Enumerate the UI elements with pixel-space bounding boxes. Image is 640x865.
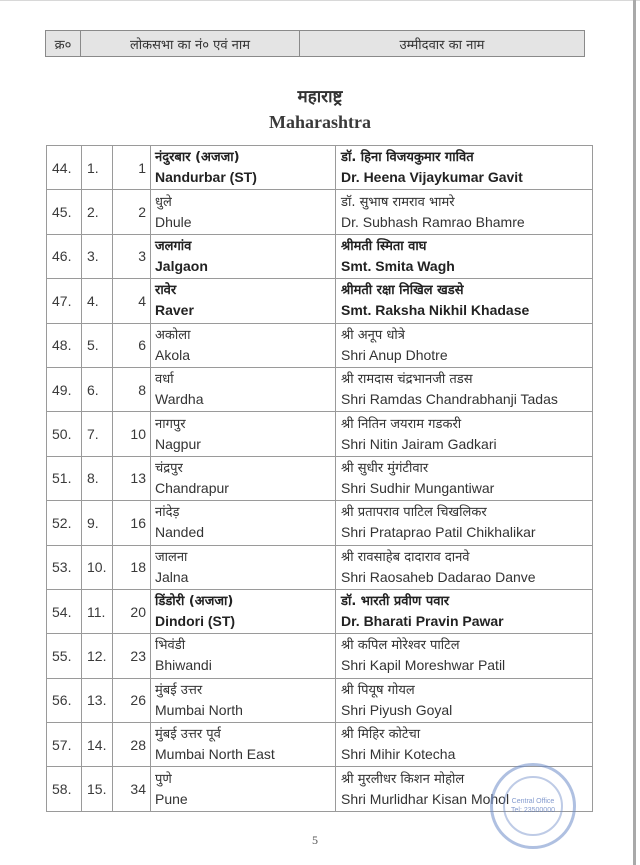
candidate-name-hindi: श्री नितिन जयराम गडकरी (341, 416, 462, 432)
office-stamp-center (503, 776, 563, 836)
candidate-name-hindi: श्री रामदास चंद्रभानजी तडस (341, 372, 473, 388)
candidate-cell (336, 501, 593, 545)
candidate-name-english: Shri Ramdas Chandrabhanji Tadas (341, 391, 558, 408)
serial-number: 56. (47, 678, 82, 722)
page-number: 5 (312, 833, 318, 847)
state-serial-number: 4. (82, 279, 113, 323)
serial-number: 49. (47, 367, 82, 411)
candidate-name-hindi: श्री प्रतापराव पाटिल चिखलिकर (341, 505, 487, 521)
constituency-number: 8 (113, 367, 151, 411)
candidate-name-english: Smt. Raksha Nikhil Khadase (341, 302, 530, 319)
state-serial-number: 11. (82, 589, 113, 633)
candidate-name-english: Smt. Smita Wagh (341, 257, 455, 274)
candidate-name-hindi: श्री पियूष गोयल (341, 682, 415, 698)
constituency-name-hindi: अकोला (155, 327, 191, 343)
serial-number: 44. (47, 146, 82, 190)
state-serial-number: 14. (82, 723, 113, 767)
state-serial-number: 7. (82, 412, 113, 456)
constituency-name-hindi: पुणे (155, 771, 172, 787)
stamp-line-2: Tel: 23500000 (511, 807, 555, 814)
candidate-cell (336, 545, 593, 589)
constituency-cell (151, 234, 336, 278)
candidate-name-hindi: डॉ. हिना विजयकुमार गावित (341, 150, 474, 166)
constituency-name-hindi: रावेर (155, 283, 177, 299)
candidate-name-hindi: श्री रावसाहेब दादाराव दानवे (341, 549, 470, 565)
candidate-cell (336, 589, 593, 633)
constituency-cell (151, 412, 336, 456)
table-row (47, 279, 593, 323)
constituency-name-hindi: डिंडोरी (अजजा) (155, 594, 234, 610)
serial-number: 46. (47, 234, 82, 278)
table-row (47, 589, 593, 633)
candidate-name-english: Dr. Subhash Ramrao Bhamre (341, 213, 525, 230)
state-serial-number: 3. (82, 234, 113, 278)
constituency-cell (151, 456, 336, 500)
constituency-cell (151, 589, 336, 633)
header-constituency: लोकसभा का नं० एवं नाम (81, 31, 300, 56)
constituency-name-english: Raver (155, 302, 194, 319)
candidate-name-english: Shri Raosaheb Dadarao Danve (341, 568, 536, 585)
constituency-name-english: Wardha (155, 391, 204, 408)
candidate-name-english: Dr. Heena Vijaykumar Gavit (341, 169, 523, 186)
constituency-number: 1 (113, 146, 151, 190)
table-row (47, 323, 593, 367)
constituency-cell (151, 634, 336, 678)
state-serial-number: 13. (82, 678, 113, 722)
candidate-cell (336, 678, 593, 722)
table-row (47, 456, 593, 500)
constituency-cell (151, 367, 336, 411)
table-row (47, 501, 593, 545)
constituency-name-hindi: नंदुरबार (अजजा) (155, 150, 240, 166)
header-candidate: उम्मीदवार का नाम (399, 37, 485, 53)
constituency-name-english: Jalna (155, 568, 189, 585)
constituency-name-english: Dhule (155, 213, 192, 230)
constituency-number: 28 (113, 723, 151, 767)
candidate-name-hindi: श्री कपिल मोरेश्वर पाटिल (341, 638, 460, 654)
constituency-name-hindi: भिवंडी (155, 638, 186, 654)
constituency-number: 34 (113, 767, 151, 811)
serial-number: 52. (47, 501, 82, 545)
constituency-number: 18 (113, 545, 151, 589)
constituency-cell (151, 501, 336, 545)
state-serial-number: 10. (82, 545, 113, 589)
serial-number: 45. (47, 190, 82, 234)
constituency-cell (151, 723, 336, 767)
constituency-name-english: Mumbai North East (155, 746, 275, 763)
constituency-number: 23 (113, 634, 151, 678)
candidate-table (46, 145, 593, 812)
constituency-name-hindi: धुले (155, 194, 172, 210)
candidate-name-english: Shri Anup Dhotre (341, 346, 448, 363)
constituency-number: 20 (113, 589, 151, 633)
table-row (47, 190, 593, 234)
constituency-cell (151, 545, 336, 589)
serial-number: 48. (47, 323, 82, 367)
constituency-name-hindi: नागपुर (155, 416, 186, 432)
table-row (47, 723, 593, 767)
constituency-name-hindi: चंद्रपुर (155, 460, 183, 476)
stamp-line-1: Central Office (511, 798, 555, 805)
candidate-cell (336, 367, 593, 411)
constituency-cell (151, 190, 336, 234)
candidate-cell (336, 412, 593, 456)
constituency-name-english: Nanded (155, 524, 205, 541)
state-title-english: Maharashtra (269, 112, 371, 132)
candidate-name-english: Shri Murlidhar Kisan Mohol (341, 790, 510, 807)
table-row (47, 545, 593, 589)
constituency-cell (151, 678, 336, 722)
constituency-cell (151, 279, 336, 323)
candidate-name-english: Shri Mihir Kotecha (341, 746, 456, 763)
constituency-name-english: Jalgaon (155, 257, 208, 274)
constituency-cell (151, 323, 336, 367)
constituency-number: 4 (113, 279, 151, 323)
constituency-name-english: Nandurbar (ST) (155, 169, 257, 186)
candidate-cell (336, 279, 593, 323)
state-serial-number: 12. (82, 634, 113, 678)
constituency-name-hindi: मुंबई उत्तर (155, 682, 203, 698)
state-serial-number: 8. (82, 456, 113, 500)
page-top-edge (0, 0, 640, 1)
constituency-name-hindi: नांदेड़ (155, 505, 180, 521)
constituency-number: 16 (113, 501, 151, 545)
candidate-cell (336, 723, 593, 767)
candidate-cell (336, 190, 593, 234)
constituency-name-english: Nagpur (155, 435, 201, 452)
table-row (47, 146, 593, 190)
constituency-cell (151, 767, 336, 811)
constituency-name-english: Akola (155, 346, 191, 363)
serial-number: 47. (47, 279, 82, 323)
candidate-name-hindi: श्री अनूप धोत्रे (341, 327, 405, 343)
constituency-name-english: Chandrapur (155, 479, 229, 496)
header-serial: क्र० (46, 31, 81, 56)
serial-number: 57. (47, 723, 82, 767)
constituency-name-hindi: जलगांव (155, 238, 192, 254)
candidate-name-hindi: डॉ. भारती प्रवीण पवार (341, 594, 450, 610)
candidate-cell (336, 323, 593, 367)
constituency-name-hindi: जालना (155, 549, 188, 565)
candidate-cell (336, 634, 593, 678)
state-title-hindi: महाराष्ट्र (297, 87, 343, 107)
state-serial-number: 1. (82, 146, 113, 190)
column-header-bar (45, 30, 585, 57)
constituency-number: 13 (113, 456, 151, 500)
serial-number: 58. (47, 767, 82, 811)
constituency-number: 26 (113, 678, 151, 722)
serial-number: 53. (47, 545, 82, 589)
candidate-cell (336, 234, 593, 278)
serial-number: 50. (47, 412, 82, 456)
constituency-number: 2 (113, 190, 151, 234)
serial-number: 54. (47, 589, 82, 633)
constituency-name-hindi: वर्धा (155, 372, 174, 388)
candidate-name-english: Shri Sudhir Mungantiwar (341, 479, 495, 496)
serial-number: 51. (47, 456, 82, 500)
constituency-name-hindi: मुंबई उत्तर पूर्व (155, 727, 221, 743)
candidate-name-hindi: श्रीमती रक्षा निखिल खडसे (341, 283, 464, 299)
candidate-table-body (47, 146, 593, 812)
candidate-name-english: Shri Nitin Jairam Gadkari (341, 435, 497, 452)
constituency-name-english: Mumbai North (155, 701, 243, 718)
candidate-name-hindi: श्री मुरलीधर किशन मोहोल (341, 771, 465, 787)
state-serial-number: 5. (82, 323, 113, 367)
candidate-name-hindi: श्रीमती स्मिता वाघ (341, 238, 427, 254)
constituency-number: 6 (113, 323, 151, 367)
candidate-cell (336, 146, 593, 190)
candidate-name-english: Shri Prataprao Patil Chikhalikar (341, 524, 536, 541)
constituency-cell (151, 146, 336, 190)
candidate-name-english: Shri Kapil Moreshwar Patil (341, 657, 506, 674)
candidate-name-hindi: श्री मिहिर कोटेचा (341, 727, 421, 743)
table-row (47, 634, 593, 678)
constituency-name-english: Pune (155, 790, 188, 807)
table-row (47, 412, 593, 456)
state-serial-number: 6. (82, 367, 113, 411)
serial-number: 55. (47, 634, 82, 678)
constituency-name-english: Dindori (ST) (155, 613, 236, 630)
table-row (47, 367, 593, 411)
candidate-name-english: Dr. Bharati Pravin Pawar (341, 613, 504, 630)
state-serial-number: 2. (82, 190, 113, 234)
constituency-number: 10 (113, 412, 151, 456)
candidate-name-hindi: डॉ. सुभाष रामराव भामरे (341, 194, 455, 210)
candidate-name-hindi: श्री सुधीर मुंगंटीवार (341, 460, 429, 476)
table-row (47, 234, 593, 278)
candidate-name-english: Shri Piyush Goyal (341, 701, 453, 718)
state-serial-number: 15. (82, 767, 113, 811)
table-row (47, 678, 593, 722)
candidate-cell (336, 456, 593, 500)
state-serial-number: 9. (82, 501, 113, 545)
constituency-number: 3 (113, 234, 151, 278)
constituency-name-english: Bhiwandi (155, 657, 212, 674)
